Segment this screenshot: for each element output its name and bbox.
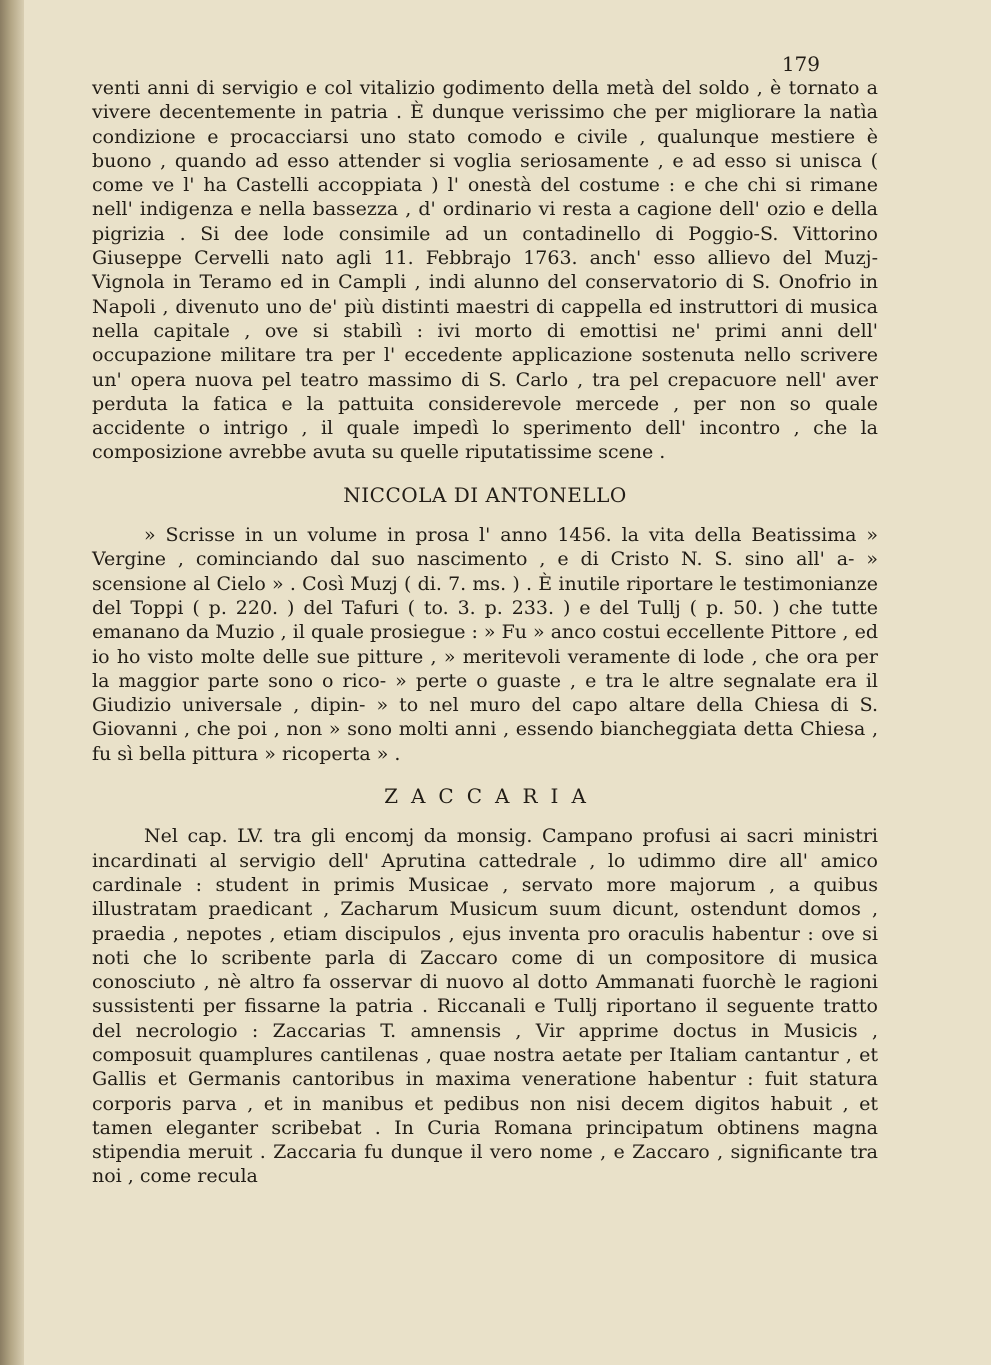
heading-niccola-di-antonello: NICCOLA DI ANTONELLO (343, 482, 627, 507)
heading-zaccaria: ZACCARIA (384, 784, 599, 809)
paragraph-antonello: » Scrisse in un volume in prosa l' anno 1456. la vita della Beatissima » Vergine , cominciando dal suo nascimento , e di Cristo N. S. sino all' a- » scensione al Cielo » . Così Muzj ( di. 7. ms. ) . È inutile riportare le testimonianze del Toppi ( p. 220. ) del Tafuri ( to. 3. p. 233. ) e del Tullj ( p. 50. ) che tutte emanano da Muzio , il quale prosiegue : » Fu » anco costui eccellente Pittore , ed io ho visto molte delle sue pitture , » meritevoli veramente di lode , che ora per la maggior parte sono o rico- » perte o guaste , e tra le altre segnalate era il Giudizio universale , dipin- » to nel muro del capo altare della Chiesa di S. Giovanni , che poi , non » sono molti anni , essendo biancheggiata detta Chiesa , fu sì bella pittura » ricoperta » . (92, 524, 878, 765)
paragraph-zaccaria: Nel cap. LV. tra gli encomj da monsig. Campano profusi ai sacri ministri incardinati al servigio dell' Aprutina cattedrale , lo udimmo dire all' amico cardinale : student in primis Musicae , servato more majorum , a quibus illustratam praedicant , Zacharum Musicum suum dicunt, ostendunt domos , praedia , nepotes , etiam discipulos , ejus inventa pro oraculis habentur : ove si noti che lo scribente parla di Zaccaro come di un compositore di musica conosciuto , nè altro fa osservar di nuovo al dotto Ammanati fuorchè le ragioni sussistenti per fissarne la patria . Riccanali e Tullj riportano il seguente tratto del necrologio : Zaccarias T. amnensis , Vir apprime doctus in Musicis , composuit quamplures cantilenas , quae nostra aetate per Italiam cantantur , et Gallis et Germanis cantoribus in maxima veneratione habentur : fuit statura corporis parva , et in manibus et pedibus non nisi decem digitos habuit , et tamen eleganter scribebat . In Curia Romana principatum obtinens magna stipendia meruit . Zaccaria fu dunque il vero nome , e Zaccaro , significante tra noi , come recula (92, 825, 878, 1188)
book-page (92, 52, 878, 1189)
book-spine-shadow (0, 0, 24, 1365)
paragraph-cervelli: venti anni di servigio e col vitalizio godimento della metà del soldo , è tornato a vivere decentemente in patria . È dunque verissimo che per migliorare la natìa condizione e procacciarsi uno stato comodo e civile , qualunque mestiere è buono , quando ad esso attender si voglia seriosamente , e ad esso si unisca ( come ve l' ha Castelli accoppiata ) l' onestà del costume : e che chi si rimane nell' indigenza e nella bassezza , d' ordinario vi resta a cagione dell' ozio e della pigrizia . Si dee lode consimile ad un contadinello di Poggio-S. Vittorino Giuseppe Cervelli nato agli 11. Febbrajo 1763. anch' esso allievo del Muzj-Vignola in Teramo ed in Campli , indi alunno del conservatorio di S. Onofrio in Napoli , divenuto uno de' più distinti maestri di cappella ed instruttori di musica nella capitale , ove si stabilì : ivi morto di emottisi ne' primi anni dell' occupazione militare tra per l' eccedente applicazione sostenuta nello scrivere un' opera nuova pel teatro massimo di S. Carlo , tra pel crepacuore nell' aver perduta la fatica e la pattuita considerevole mercede , per non so quale accidente o intrigo , il quale impedì lo sperimento dell' incontro , che la composizione avrebbe avuta su quelle riputatissime scene . (92, 77, 878, 464)
page-number: 179 (781, 52, 820, 76)
